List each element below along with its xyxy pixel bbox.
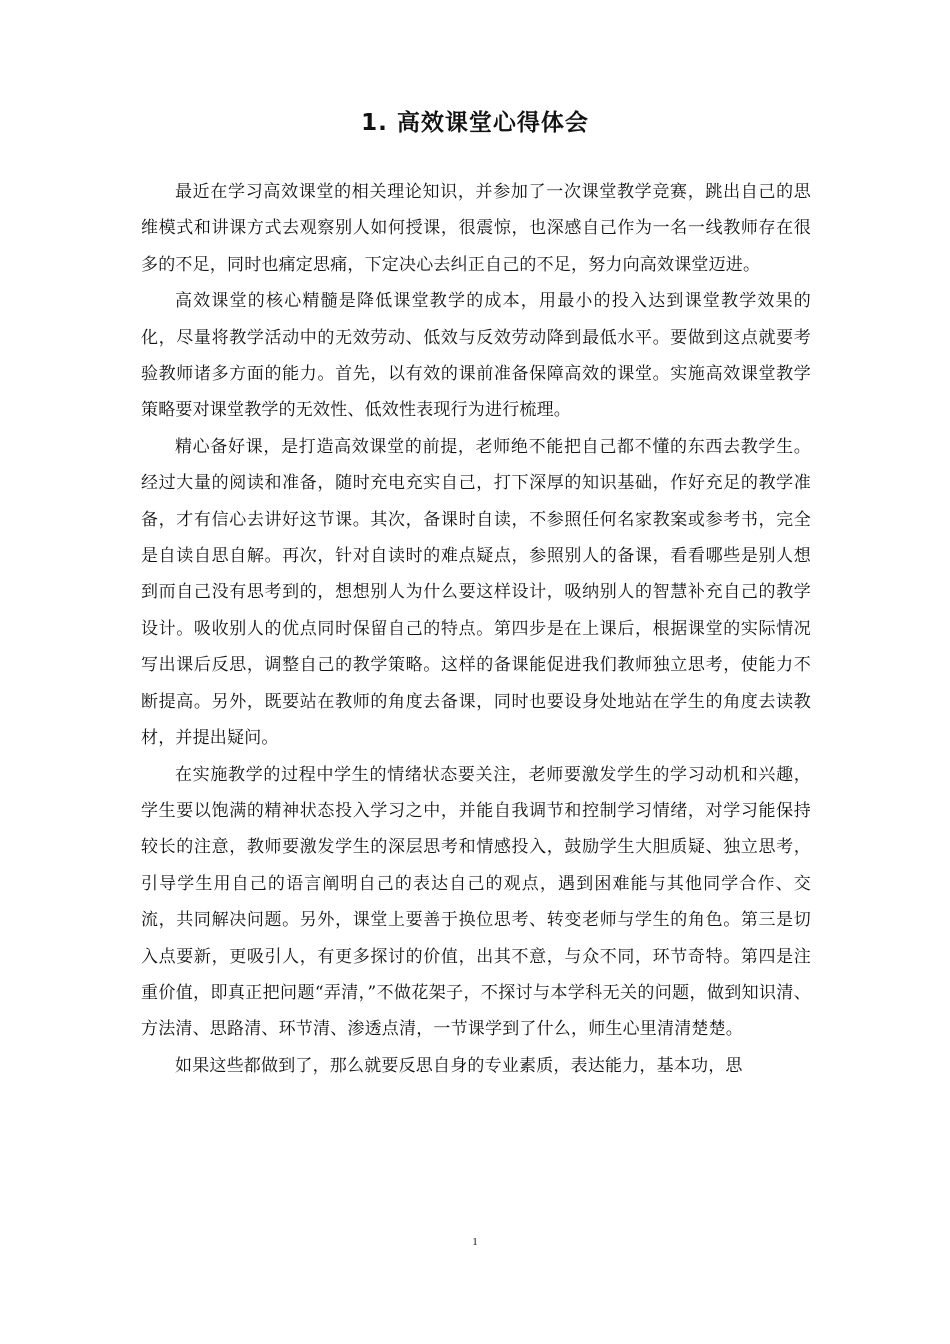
paragraph: 在实施教学的过程中学生的情绪状态要关注，老师要激发学生的学习动机和兴趣，学生要以饱满的精神状态投入学习之中，并能自我调节和控制学习情绪，对学习能保持较长的注意，教师要激发学生的深层思考和情感投入，鼓励学生大胆质疑、独立思考，引导学生用自己的语言阐明自己的表达自己的观点，遇到困难能与其他同学合作、交流，共同解决问题。另外，课堂上要善于换位思考、转变老师与学生的角色。第三是切入点要新，更吸引人，有更多探讨的价值，出其不意，与众不同，环节奇特。第四是注重价值，即真正把问题“弄清，”不做花架子，不探讨与本学科无关的问题，做到知识清、方法清、思路清、环节清、渗透点清，一节课学到了什么，师生心里清清楚楚。	[141, 764, 811, 1040]
paragraph: 如果这些都做到了，那么就要反思自身的专业素质，表达能力，基本功，思	[175, 1055, 743, 1076]
document-body	[141, 174, 811, 1084]
page-number: 1	[472, 1236, 478, 1248]
document-title: 1. 高效课堂心得体会	[361, 110, 589, 136]
paragraph: 最近在学习高效课堂的相关理论知识，并参加了一次课堂教学竞赛，跳出自己的思维模式和讲课方式去观察别人如何授课，很震惊，也深感自己作为一名一线教师存在很多的不足，同时也痛定思痛，下定决心去纠正自己的不足，努力向高效课堂迈进。	[141, 182, 811, 275]
paragraph: 高效课堂的核心精髓是降低课堂教学的成本，用最小的投入达到课堂教学效果的化，尽量将教学活动中的无效劳动、低效与反效劳动降到最低水平。要做到这点就要考验教师诸多方面的能力。首先，以有效的课前准备保障高效的课堂。实施高效课堂教学策略要对课堂教学的无效性、低效性表现行为进行梳理。	[141, 291, 811, 421]
paragraph: 精心备好课，是打造高效课堂的前提，老师绝不能把自己都不懂的东西去教学生。经过大量的阅读和准备，随时充电充实自己，打下深厚的知识基础，作好充足的教学准备，才有信心去讲好这节课。其次，备课时自读，不参照任何名家教案或参考书，完全是自读自思自解。再次，针对自读时的难点疑点，参照别人的备课，看看哪些是别人想到而自己没有思考到的，想想别人为什么要这样设计，吸纳别人的智慧补充自己的教学设计。吸收别人的优点同时保留自己的特点。第四步是在上课后，根据课堂的实际情况写出课后反思，调整自己的教学策略。这样的备课能促进我们教师独立思考，使能力不断提高。另外，既要站在教师的角度去备课，同时也要设身处地站在学生的角度去读教材，并提出疑问。	[141, 436, 811, 749]
